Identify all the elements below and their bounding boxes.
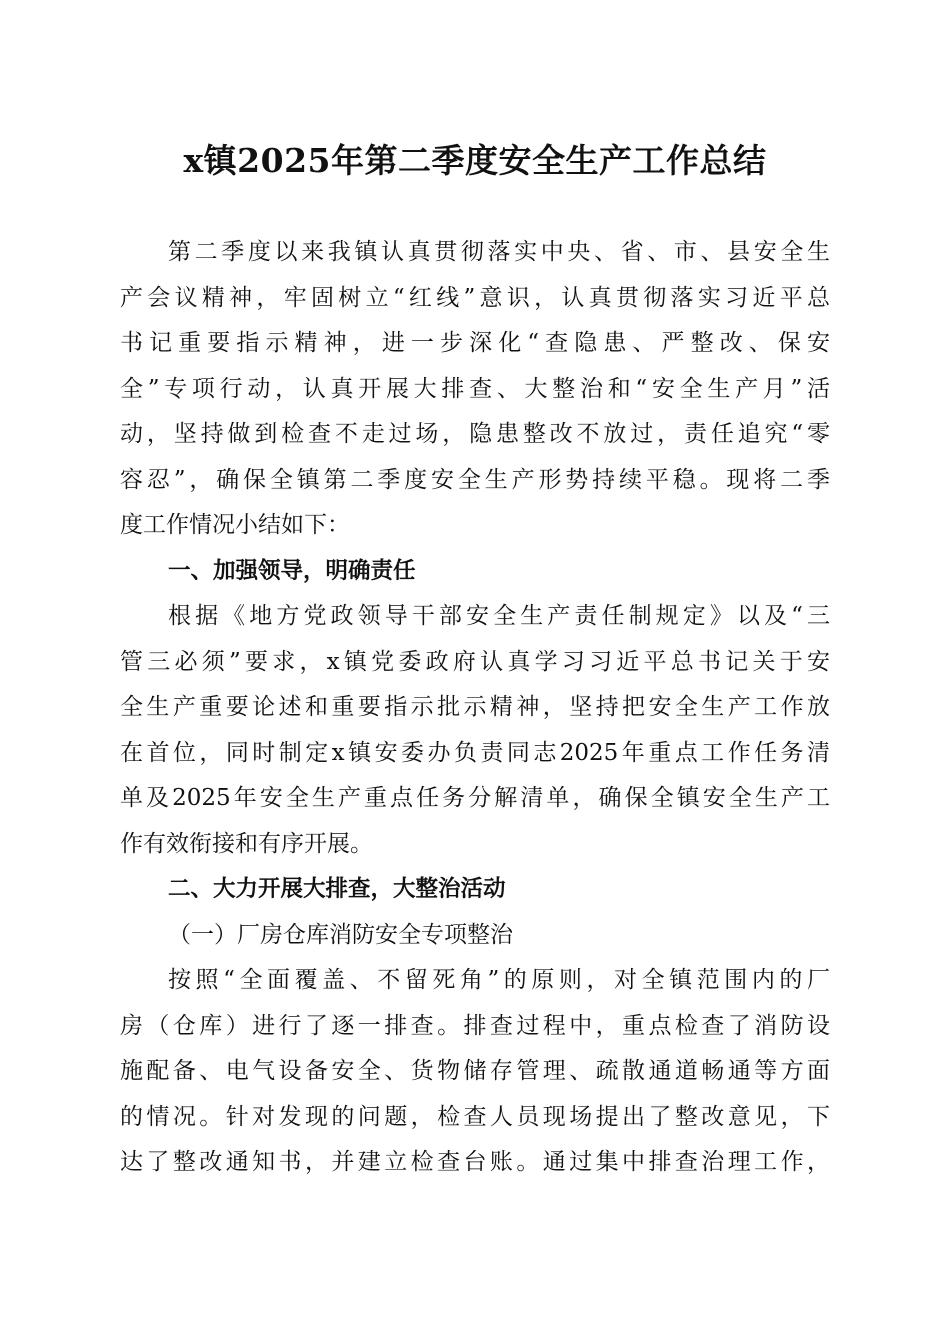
section-heading-1: 一、加强领导，明确责任 [168, 557, 416, 584]
paragraph-1-line-4: 全”专项行动，认真开展大排查、大整治和“安全生产月”活 [120, 375, 830, 402]
paragraph-1-line-7: 度工作情况小结如下： [120, 512, 350, 538]
document-body [120, 230, 830, 1186]
subsection-heading-1: （一）厂房仓库消防安全专项整治 [168, 921, 513, 948]
paragraph-1-line-1: 第二季度以来我镇认真贯彻落实中央、省、市、县安全生 [168, 239, 830, 265]
paragraph-1-line-6: 容忍”，确保全镇第二季度安全生产形势持续平稳。现将二季 [120, 466, 830, 493]
paragraph-3-line-1: 按照“全面覆盖、不留死角”的原则，对全镇范围内的厂 [168, 967, 830, 993]
paragraph-2-line-5: 单及2025年安全生产重点任务分解清单，确保全镇安全生产工 [120, 785, 830, 811]
paragraph-2-line-3: 全生产重要论述和重要指示批示精神，坚持把安全生产工作放 [120, 694, 830, 720]
paragraph-3-line-3: 施配备、电气设备安全、货物储存管理、疏散通道畅通等方面 [120, 1058, 830, 1084]
paragraph-1-line-2: 产会议精神，牢固树立“红线”意识，认真贯彻落实习近平总 [120, 284, 830, 311]
paragraph-2-line-2: 管三必须”要求，x镇党委政府认真学习习近平总书记关于安 [120, 648, 830, 675]
document-title: x镇2025年第二季度安全生产工作总结 [183, 141, 767, 180]
paragraph-2-line-4: 在首位，同时制定x镇安委办负责同志2025年重点工作任务清 [120, 739, 830, 766]
paragraph-3-line-2: 房（仓库）进行了逐一排查。排查过程中，重点检查了消防设 [120, 1012, 830, 1039]
paragraph-2-line-6: 作有效衔接和有序开展。 [120, 830, 373, 857]
paragraph-1-line-3: 书记重要指示精神，进一步深化“查隐患、严整改、保安 [120, 330, 830, 356]
paragraph-3-line-4: 的情况。针对发现的问题，检查人员现场提出了整改意见，下 [120, 1103, 830, 1130]
paragraph-2-line-1: 根据《地方党政领导干部安全生产责任制规定》以及“三 [168, 603, 830, 629]
paragraph-3-line-5: 达了整改通知书，并建立检查台账。通过集中排查治理工作， [120, 1149, 830, 1175]
paragraph-1-line-5: 动，坚持做到检查不走过场，隐患整改不放过，责任追究“零 [120, 421, 830, 447]
section-heading-2: 二、大力开展大排查，大整治活动 [168, 876, 506, 902]
